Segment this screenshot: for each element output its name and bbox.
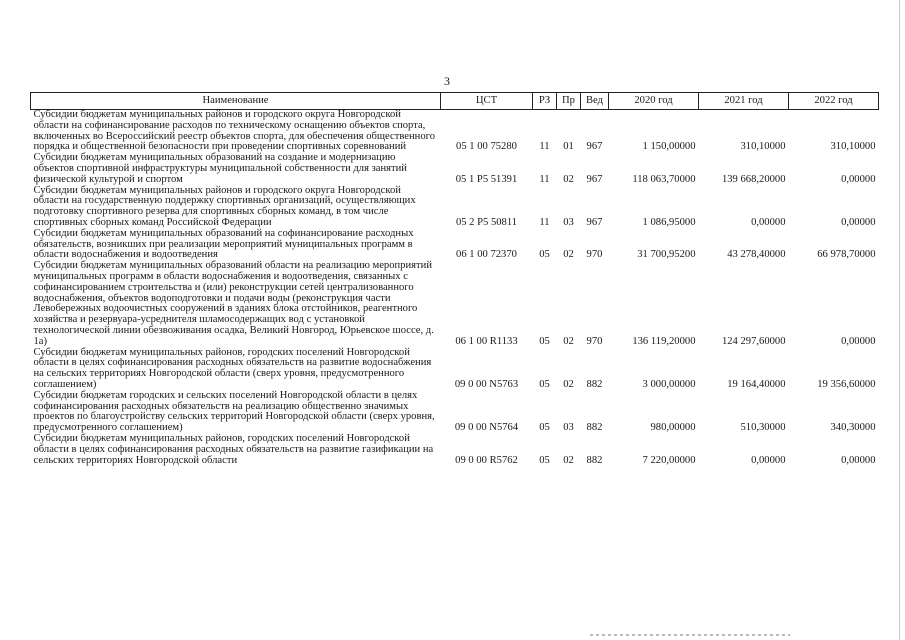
row-2022: 340,30000 [830,422,876,434]
row-2022: 0,00000 [841,173,876,185]
row-2021: 19 164,40000 [727,378,786,390]
header-2021: 2021 год [699,93,789,110]
table-row [31,229,879,261]
table-row [31,261,879,347]
row-ved: 970 [586,249,603,261]
row-pr: 03 [563,422,574,434]
row-2020: 3 000,00000 [642,378,696,390]
row-pr: 02 [563,335,574,347]
row-2022: 66 978,70000 [817,249,876,261]
header-rz: РЗ [533,93,557,110]
header-cst: ЦСТ [441,93,533,110]
row-2022: 0,00000 [841,335,876,347]
row-2020: 31 700,95200 [637,249,696,261]
page-number: 3 [444,74,450,88]
row-2022: 0,00000 [841,454,876,466]
table-header-row [31,93,879,110]
row-pr: 02 [563,454,574,466]
header-name: Наименование [31,93,441,110]
row-2021: 139 668,20000 [721,173,786,185]
row-ved: 882 [586,422,603,434]
row-2020: 136 119,20000 [632,335,696,347]
row-rz: 05 [539,378,550,390]
row-cst: 09 0 00 R5762 [455,454,518,466]
row-name: Субсидии бюджетам муниципальных образований области на реализацию мероприятий муниципальных программ в области водоснабжения и водоотведения, связанных с софинансированием строительства и (или) реконструкции сетей централизованного водоснабжения, объектов водоподготовки и подачи воды (реконструкция части Левобережных водоочистных сооружений в зданиях блока отстойников, реагентного хозяйства и резервуара-усреднителя шламосодержащих вод с установкой технологической линии обезвоживания осадка, Великий Новгород, Юрьевское шоссе, д. 1а) [33,260,434,347]
table-row [31,186,879,229]
row-2021: 0,00000 [751,454,786,466]
header-ved: Вед [581,93,609,110]
row-rz: 05 [539,335,550,347]
header-2022: 2022 год [789,93,879,110]
row-ved: 967 [586,141,603,153]
row-name: Субсидии бюджетам муниципальных районов, городских поселений Новгородской области в целях софинансирования расходных обязательств на развитие газификации на сельских территориях Новгородской области [33,432,434,466]
row-2021: 43 278,40000 [727,249,786,261]
row-2020: 118 063,70000 [632,173,696,185]
table-row [31,348,879,391]
header-2020: 2020 год [609,93,699,110]
row-pr: 03 [563,216,574,228]
row-cst: 05 1 00 75280 [456,141,517,153]
row-rz: 05 [539,249,550,261]
row-ved: 970 [586,335,603,347]
row-ved: 882 [586,378,603,390]
table-row [31,110,879,154]
row-2021: 124 297,60000 [721,335,786,347]
row-name: Субсидии бюджетам муниципальных районов, городских поселений Новгородской области в целях софинансирования расходных обязательств на развитие водоснабжения на сельских территориях Новгородской области (сверх уровня, предусмотренного соглашением) [33,346,432,390]
row-rz: 05 [539,422,550,434]
row-pr: 02 [563,378,574,390]
budget-table [30,92,879,466]
row-name: Субсидии бюджетам муниципальных районов и городского округа Новгородской области на софинансирование расходов по техническому оснащению объектов спорта, включенных во Всероссийский реестр объектов спорта, для обеспечения общественного порядка и общественной безопасности при проведении спортивных соревнований [33,109,435,153]
row-name: Субсидии бюджетам городских и сельских поселений Новгородской области в целях софинансирования расходных обязательств на реализацию общественно значимых проектов по благоустройству сельских территорий Новгородской области (сверх уровня, предусмотренного соглашением) [33,389,435,434]
row-2021: 310,10000 [740,141,786,153]
row-cst: 09 0 00 N5764 [454,422,519,434]
row-cst: 06 1 00 R1133 [455,335,518,347]
row-rz: 11 [539,216,550,228]
row-ved: 967 [586,173,603,185]
row-cst: 09 0 00 N5763 [454,378,519,390]
row-pr: 02 [563,249,574,261]
row-2020: 980,00000 [650,422,696,434]
row-2021: 0,00000 [751,216,786,228]
table-row [31,434,879,466]
row-2021: 510,30000 [740,422,786,434]
row-cst: 06 1 00 72370 [456,249,517,261]
row-2020: 1 086,95000 [642,216,696,228]
row-2022: 19 356,60000 [817,378,876,390]
row-rz: 11 [539,173,550,185]
row-2022: 0,00000 [841,216,876,228]
row-rz: 11 [539,141,550,153]
row-2022: 310,10000 [830,141,876,153]
row-2020: 1 150,00000 [642,141,696,153]
row-ved: 882 [586,454,603,466]
row-ved: 967 [586,216,603,228]
row-name: Субсидии бюджетам муниципальных районов и городского округа Новгородской области на государственную поддержку спортивных организаций, осуществляющих подготовку спортивного резерва для спортивных сборных команд, в том числе спортивных сборных команд Российской Федерации [33,184,416,228]
row-pr: 01 [563,141,574,153]
row-cst: 05 2 P5 50811 [455,216,518,228]
scan-artifact [590,634,790,636]
header-pr: Пр [557,93,581,110]
row-name: Субсидии бюджетам муниципальных образований на создание и модернизацию объектов спортивной инфраструктуры муниципальной собственности для занятий физической культурой и спортом [33,152,407,185]
table-row [31,153,879,185]
table-row [31,391,879,434]
row-rz: 05 [539,454,550,466]
row-pr: 02 [563,173,574,185]
row-cst: 05 1 P5 51391 [455,173,518,185]
row-2020: 7 220,00000 [642,454,696,466]
scan-edge-line [899,0,900,640]
row-name: Субсидии бюджетам муниципальных образований на софинансирование расходных обязательств, возникших при реализации мероприятий муниципальных программ в области водоснабжения и водоотведения [33,227,414,261]
